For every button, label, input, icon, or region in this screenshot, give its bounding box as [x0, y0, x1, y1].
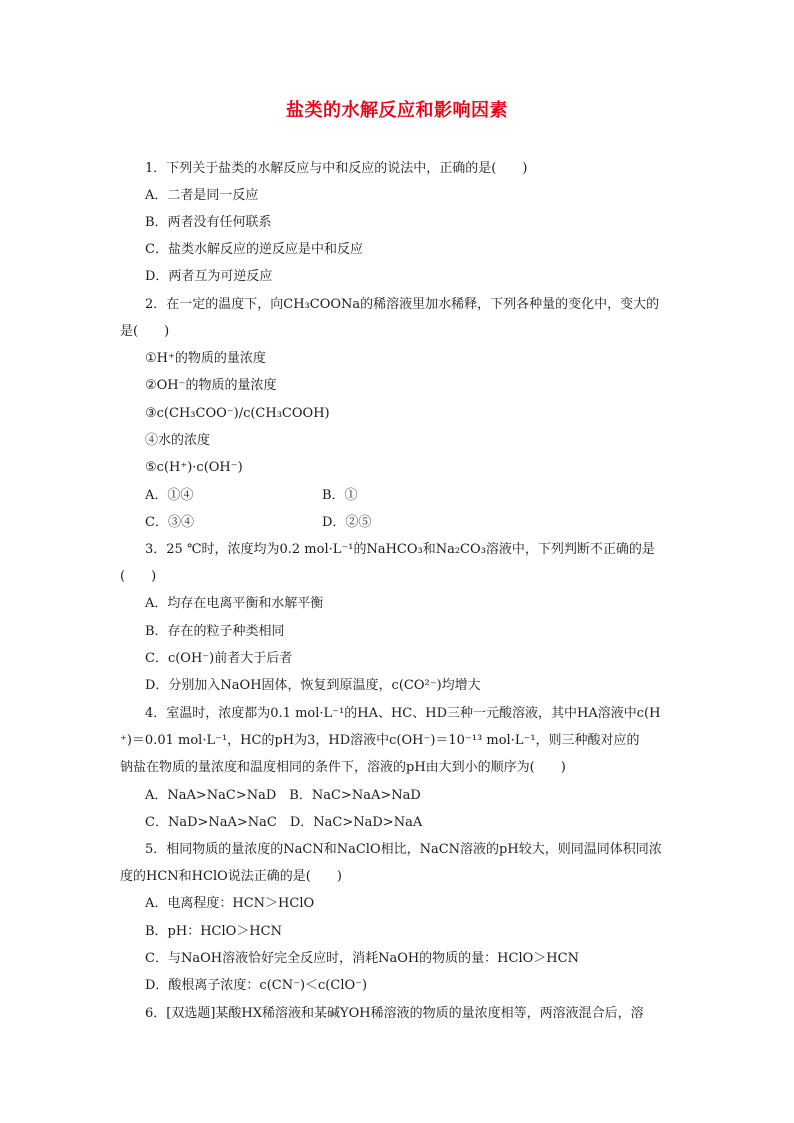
q5-stem-line1: 5．相同物质的量浓度的NaCN和NaClO相比，NaCN溶液的pH较大，则同温同体积同浓: [145, 842, 662, 857]
q2-option-c: C．③④: [145, 515, 194, 530]
q1-stem: 1．下列关于盐类的水解反应与中和反应的说法中，正确的是( ): [145, 161, 528, 176]
q2-item-2: ②OH⁻的物质的量浓度: [145, 378, 277, 393]
q2-option-a: A．①④: [145, 488, 194, 503]
q1-option-b: B．两者没有任何联系: [145, 215, 272, 230]
q5-option-a: A．电离程度：HCN＞HClO: [145, 896, 315, 911]
q4-stem-line3: 钠盐在物质的量浓度和温度相同的条件下，溶液的pH由大到小的顺序为( ): [120, 760, 566, 775]
q1-option-c: C．盐类水解反应的逆反应是中和反应: [145, 242, 363, 257]
q3-option-b: B．存在的粒子种类相同: [145, 624, 285, 639]
q3-stem-line2: ( ): [120, 569, 157, 584]
q2-item-4: ④水的浓度: [145, 433, 211, 448]
q5-option-c: C．与NaOH溶液恰好完全反应时，消耗NaOH的物质的量：HClO＞HCN: [145, 951, 579, 966]
q4-stem-line2: ⁺)＝0.01 mol·L⁻¹，HC的pH为3，HD溶液中c(OH⁻)＝10⁻¹³ mol·L⁻¹，则三种酸对应的: [120, 733, 640, 748]
q2-item-5: ⑤c(H⁺)·c(OH⁻): [145, 460, 243, 475]
q3-option-a: A．均存在电离平衡和水解平衡: [145, 596, 324, 611]
q2-item-1: ①H⁺的物质的量浓度: [145, 351, 266, 366]
q6-stem-line1: 6．[双选题]某酸HX稀溶液和某碱YOH稀溶液的物质的量浓度相等，两溶液混合后，溶: [145, 1006, 644, 1021]
q1-option-a: A．二者是同一反应: [145, 188, 259, 203]
q2-stem-line2: 是( ): [120, 324, 170, 339]
q1-option-d: D．两者互为可逆反应: [145, 269, 273, 284]
q3-stem-line1: 3．25 ℃时，浓度均为0.2 mol·L⁻¹的NaHCO₃和Na₂CO₃溶液中，下列判断不正确的是: [145, 542, 655, 557]
q5-option-d: D．酸根离子浓度：c(CN⁻)＜c(ClO⁻): [145, 978, 368, 993]
document-title: 盐类的水解反应和影响因素: [286, 100, 508, 121]
q2-option-b: B．①: [322, 488, 358, 503]
q5-stem-line2: 度的HCN和HClO说法正确的是( ): [120, 869, 342, 884]
q5-option-b: B．pH：HClO＞HCN: [145, 924, 282, 939]
q4-stem-line1: 4．室温时，浓度都为0.1 mol·L⁻¹的HA、HC、HD三种一元酸溶液，其中HA溶液中c(H: [145, 706, 661, 721]
q2-stem-line1: 2．在一定的温度下，向CH₃COONa的稀溶液里加水稀释，下列各种量的变化中，变大的: [145, 297, 660, 312]
q3-option-c: C．c(OH⁻)前者大于后者: [145, 651, 293, 666]
q3-option-d: D．分别加入NaOH固体，恢复到原温度，c(CO²⁻)均增大: [145, 678, 481, 693]
q4-options-cd: C．NaD>NaA>NaC D．NaC>NaD>NaA: [145, 815, 423, 830]
q4-options-ab: A．NaA>NaC>NaD B．NaC>NaA>NaD: [145, 788, 421, 803]
q2-option-d: D．②⑤: [322, 515, 372, 530]
q2-item-3: ③c(CH₃COO⁻)/c(CH₃COOH): [145, 406, 330, 421]
